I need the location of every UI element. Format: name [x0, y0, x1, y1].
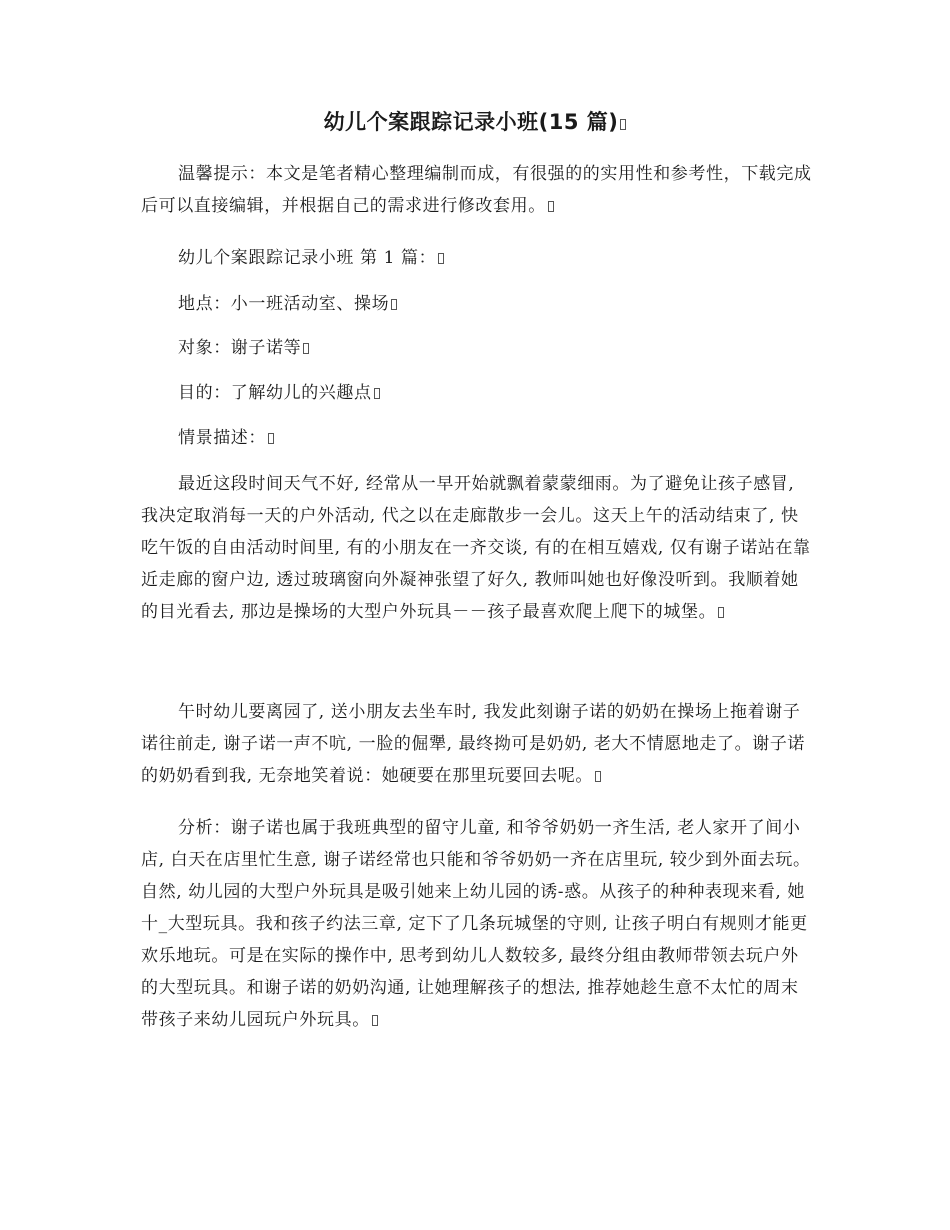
- paragraph-mark-icon: [548, 201, 554, 212]
- paragraph-mark-icon: [595, 771, 601, 782]
- section-heading: 幼儿个案跟踪记录小班 第 1 篇：: [178, 242, 444, 274]
- paragraph-mark-icon: [391, 299, 397, 310]
- purpose-line: 目的：了解幼儿的兴趣点: [178, 377, 380, 409]
- analysis-paragraph: 分析：谢子诺也属于我班典型的留守儿童, 和爷爷奶奶一齐生活, 老人家开了间小店, 白天在店里忙生意, 谢子诺经常也只能和爷爷奶奶一齐在店里玩, 较少到外面去玩。自然, 幼儿园的大型户外玩具是吸引她来上幼儿园的诱-惑。从孩子的种种表现来看, 她十_大型玩具。我和孩子约法三章, 定下了几条玩城堡的守则, 让孩子明白有规则才能更欢乐地玩。可是在实际的操作中, 思考到幼儿人数较多, 最终分组由教师带领去玩户外的大型玩具。和谢子诺的奶奶沟通, 让她理解孩子的想法, 推荐她趁生意不太忙的周末带孩子来幼儿园玩户外玩具。: [141, 818, 811, 1030]
- paragraph-mark-icon: [620, 119, 626, 130]
- location-line: 地点：小一班活动室、操场: [178, 288, 397, 320]
- tip-paragraph: 温馨提示：本文是笔者精心整理编制而成，有很强的的实用性和参考性，下载完成后可以直接编辑，并根据自己的需求进行修改套用。: [141, 164, 812, 216]
- subject-line: 对象：谢子诺等: [178, 332, 309, 364]
- paragraph-mark-icon: [372, 1015, 378, 1026]
- paragraph-mark-icon: [438, 253, 444, 264]
- body-paragraph-1: 最近这段时间天气不好, 经常从一早开始就飘着蒙蒙细雨。为了避免让孩子感冒, 我决定取消每一天的户外活动, 代之以在走廊散步一会儿。这天上午的活动结束了, 快吃午饭的自由活动时间里, 有的小朋友在一齐交谈, 有的在相互嬉戏, 仅有谢子诺站在靠近走廊的窗户边, 透过玻璃窗向外凝神张望了好久, 教师叫她也好像没听到。我顺着她的目光看去, 那边是操场的大型户外玩具－－孩子最喜欢爬上爬下的城堡。: [141, 474, 811, 622]
- paragraph-mark-icon: [268, 433, 274, 444]
- paragraph-mark-icon: [718, 607, 724, 618]
- document-title: 幼儿个案跟踪记录小班(15 篇): [0, 106, 950, 136]
- body-paragraph-2: 午时幼儿要离园了, 送小朋友去坐车时, 我发此刻谢子诺的奶奶在操场上拖着谢子诺往前走, 谢子诺一声不吭, 一脸的倔犟, 最终拗可是奶奶, 老大不情愿地走了。谢子诺的奶奶看到我, 无奈地笑着说：她硬要在那里玩要回去呢。: [141, 702, 806, 786]
- paragraph-mark-icon: [374, 388, 380, 399]
- paragraph-mark-icon: [303, 343, 309, 354]
- scene-label: 情景描述：: [178, 422, 274, 454]
